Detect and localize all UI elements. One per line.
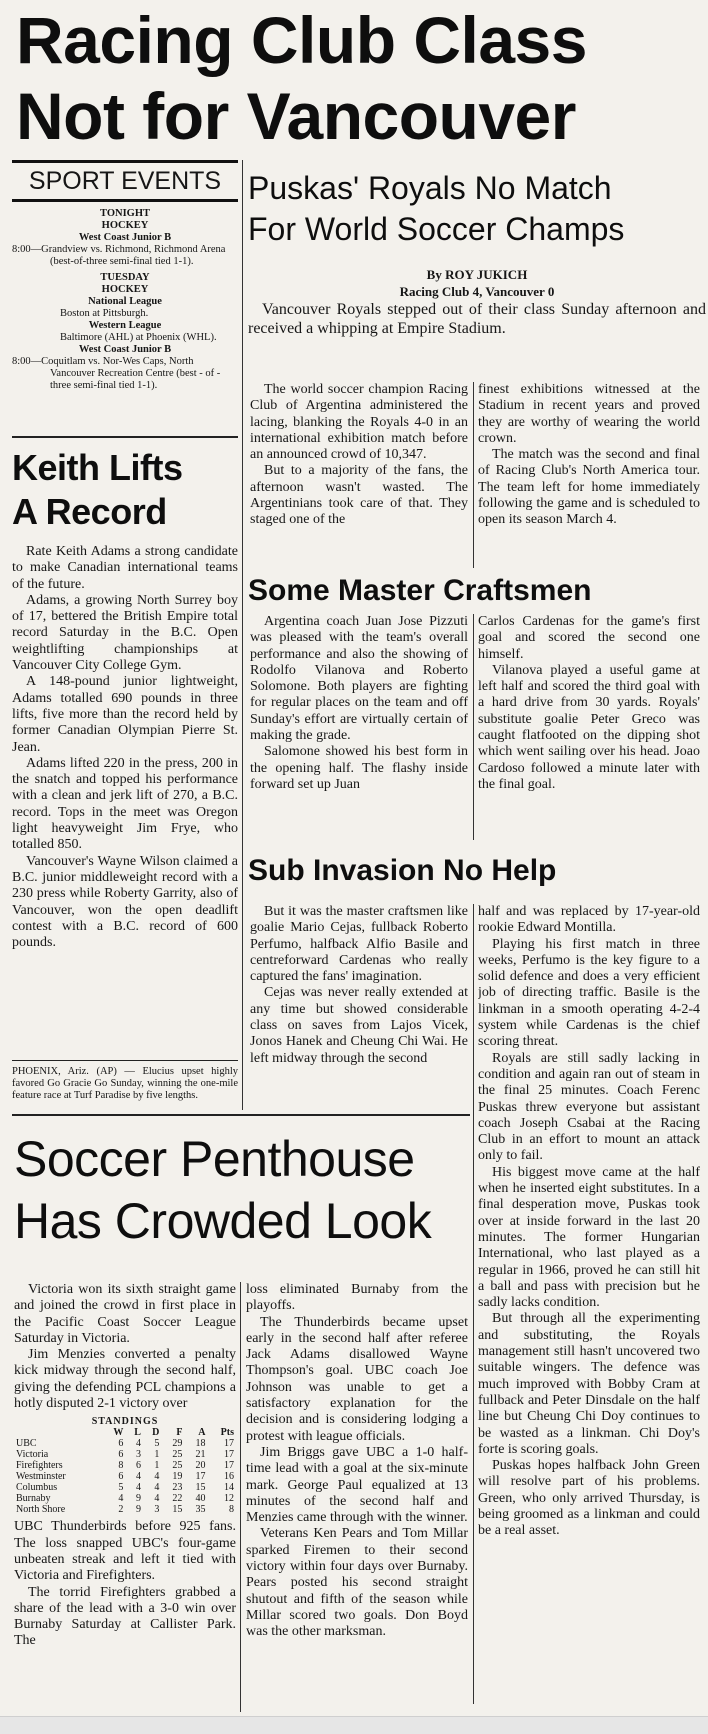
sub-invasion-paragraph: Puskas hopes halfback John Green will resolve part of his problems. Green, who only arrived Thursday, is being groomed as a linkman and could be a real asset.: [478, 1458, 700, 1539]
standings-cell: 6: [118, 1438, 124, 1450]
divider: [12, 1114, 470, 1116]
standings-row: [14, 1471, 236, 1482]
sport-events-box: [12, 160, 238, 392]
main-headline: [16, 2, 696, 154]
penthouse-col-a: [14, 1282, 236, 1714]
sport-events-list: [12, 208, 238, 392]
standings-team: Westminster: [16, 1471, 66, 1483]
column-rule: [473, 904, 474, 1704]
sub-invasion-paragraph: But through all the experimenting and substituting, the Royals management still hasn't uncovered two suitable wingers. The defence was much improved with Bobby Cram at fullback and Peter Dinsdale on the half line but Cheung Chi Doy continues to be wasted as a linkman. Chi Doy's forte is scoring goals.: [478, 1311, 700, 1457]
puskas-story: [248, 168, 706, 338]
puskas-paragraph: The match was the second and final of Racing Club's North America tour. The team left for home immediately following the game and is scheduled to open its season March 4.: [478, 447, 700, 528]
penthouse-headline-line1: Soccer Penthouse: [14, 1131, 415, 1187]
standings-row: [14, 1482, 236, 1493]
divider: [12, 1060, 238, 1061]
standings-header: D: [152, 1427, 160, 1439]
standings-cell: 4: [154, 1482, 160, 1494]
standings-cell: 17: [224, 1449, 234, 1461]
penthouse-headline: [14, 1128, 474, 1252]
puskas-paragraph: But to a majority of the fans, the afternoon wasn't wasted. The Argentinians took care of that. They staged one of the: [250, 463, 468, 528]
standings-cell: 14: [224, 1482, 234, 1494]
sub-invasion-paragraph: half and was replaced by 17-year-old rookie Edward Montilla.: [478, 904, 700, 936]
puskas-col-b: [478, 382, 700, 568]
viewer-bottom-bar: [0, 1716, 708, 1734]
standings-cell: 3: [154, 1504, 160, 1516]
puskas-deck-line1: Puskas' Royals No Match: [248, 170, 612, 206]
standings-cell: 40: [195, 1493, 206, 1505]
puskas-paragraph: finest exhibitions witnessed at the Stadium in recent years and proved they are worthy of wearing the world crown.: [478, 382, 700, 446]
standings-cell: 8: [229, 1504, 234, 1516]
standings-cell: 18: [195, 1438, 206, 1450]
craftsmen-paragraph: Vilanova played a useful game at left half and scored the third goal with a hard drive from 30 yards. Royals' substitute goalie Peter Greco was caught flatfooted on the dipping shot which went sailing over his head. Joao Cardoso followed a minute later with the final goal.: [478, 662, 700, 792]
standings-cell: 2: [118, 1504, 124, 1516]
standings-cell: 4: [135, 1482, 141, 1494]
standings-cell: 1: [154, 1460, 160, 1472]
standings-cell: 4: [154, 1471, 160, 1483]
craftsmen-headline: Some Master Craftsmen: [248, 574, 592, 607]
puskas-lead: [248, 301, 706, 338]
sub-invasion-headline: Sub Invasion No Help: [248, 854, 557, 887]
standings-body: [14, 1438, 236, 1515]
tuesday-sport: HOCKEY: [101, 284, 149, 295]
tuesday-league-nhl: National League: [88, 296, 162, 307]
standings-cell: 9: [135, 1493, 141, 1505]
standings-cell: 4: [135, 1471, 141, 1483]
sub-invasion-col-a: [250, 904, 468, 1112]
main-headline-line2: Not for Vancouver: [16, 79, 576, 153]
keith-paragraph: A 148-pound junior lightweight, Adams totalled 690 pounds in three lifts, five more than the record held by former Canadian Olympian Pierre St. Jean.: [12, 674, 238, 755]
penthouse-headline-line2: Has Crowded Look: [14, 1193, 432, 1249]
penthouse-paragraph: The torrid Firefighters grabbed a share of the lead with a 3-0 win over Burnaby Saturday at Callister Park. The: [14, 1584, 236, 1649]
penthouse-paragraph: Jim Briggs gave UBC a 1-0 half-time lead with a goal at the six-minute mark. George Paul equalized at 13 minutes of the second half and Menzies came through with the winner.: [246, 1444, 468, 1526]
tonight-entry: 8:00—Grandview vs. Richmond, Richmond Arena (best-of-three semi-final tied 1-1).: [12, 244, 226, 267]
byline: By ROY JUKICH: [426, 267, 528, 282]
tuesday-entry-nhl: Boston at Pittsburgh.: [60, 308, 149, 319]
tuesday-league-junior: West Coast Junior B: [78, 344, 172, 355]
tonight-label: TONIGHT: [100, 208, 150, 219]
sub-invasion-paragraph: Cejas was never really extended at any time but showed considerable class on saves from Lajos Vicek, Jonos Hanek and Cheung Chi Wai. He left midway through the second: [250, 985, 468, 1066]
standings-header: F: [176, 1427, 183, 1439]
standings-header: L: [134, 1427, 141, 1439]
standings-header: Pts: [220, 1427, 234, 1439]
standings-cell: 3: [135, 1449, 141, 1461]
column-rule: [473, 382, 474, 568]
standings-cell: 5: [154, 1438, 160, 1450]
main-headline-line1: Racing Club Class: [16, 3, 587, 77]
tuesday-league-whl: Western League: [88, 320, 162, 331]
standings-cell: 4: [118, 1493, 124, 1505]
sub-invasion-paragraph: Royals are still sadly lacking in condition and again ran out of steam in the final 25 minutes. Coach Ferenc Puskas threw everyone but assistant coach Joseph Csabai at the Racing Club in an effort to mount an attack only to fail.: [478, 1050, 700, 1164]
tuesday-entry-whl: Baltimore (AHL) at Phoenix (WHL).: [60, 332, 217, 343]
penthouse-paragraph: loss eliminated Burnaby from the playoffs.: [246, 1282, 468, 1314]
standings-cell: 17: [195, 1471, 206, 1483]
keith-paragraph: Adams lifted 220 in the press, 200 in the snatch and topped his performance with a clean and jerk lift of 270, a B.C. record. Tops in the meet was Oregon light heavyweight Jim Frye, who totalled 850.: [12, 755, 238, 853]
standings-team: Victoria: [16, 1449, 49, 1461]
penthouse-col-a-bottom: [14, 1519, 236, 1649]
standings-table: [14, 1427, 236, 1515]
column-rule: [240, 1282, 241, 1712]
standings-header: W: [113, 1427, 124, 1439]
penthouse-paragraph: Victoria won its sixth straight game and joined the crowd in first place in the Pacific Coast Soccer League Saturday in Victoria.: [14, 1282, 236, 1346]
standings-row: [14, 1449, 236, 1460]
keith-headline-line1: Keith Lifts: [12, 447, 183, 488]
standings-cell: 22: [172, 1493, 183, 1505]
standings-cell: 15: [195, 1482, 206, 1494]
penthouse-paragraph: The Thunderbirds became upset early in the second half after referee Jack Adams disallowed Wayne Thompson's goal. UBC coach Joe Johnson was unable to get a satisfactory explanation for the decision and is considering lodging a protest with league officials.: [246, 1314, 468, 1444]
standings-cell: 1: [154, 1449, 160, 1461]
penthouse-paragraph: Veterans Ken Pears and Tom Millar sparked Firemen to their second victory within four days over Burnaby. Pears posted his second straight shutout and fifth of the season while Millar scored two goals. Don Boyd was the other marksman.: [246, 1526, 468, 1640]
standings-cell: 12: [224, 1493, 234, 1505]
standings-header: A: [198, 1427, 206, 1439]
sport-events-title: SPORT EVENTS: [12, 160, 238, 202]
sub-invasion-paragraph: Playing his first match in three weeks, Perfumo is the key figure to a solid defence and does a very efficient job of directing traffic. Basile is the linkman in a smooth operating 4-2-4 system while Cardenas is the chief scoring threat.: [478, 936, 700, 1050]
standings-box: [14, 1416, 236, 1515]
standings-row: [14, 1493, 236, 1504]
standings-team: Columbus: [16, 1482, 58, 1494]
standings-row: [14, 1438, 236, 1449]
standings-cell: 15: [172, 1504, 183, 1516]
sub-invasion-headline-box: [248, 852, 706, 890]
sub-invasion-paragraph: His biggest move came at the half when he inserted eight substitutes. In a final desperation move, Puskas took over at inside forward in the last 20 minutes. The former Hungarian International, who last played as a regular in 1966, proved he can still hit a ball and pass with precision but he sadly lacks condition.: [478, 1164, 700, 1311]
standings-cell: 9: [135, 1504, 141, 1516]
standings-cell: 4: [154, 1493, 160, 1505]
standings-cell: 16: [224, 1471, 234, 1483]
craftsmen-col-a: [250, 614, 468, 840]
sub-invasion-paragraph: But it was the master craftsmen like goalie Mario Cejas, fullback Roberto Perfumo, halfback Alfio Basile and centreforward Cardenas who really captured the fans' imagination.: [250, 904, 468, 985]
keith-body: [12, 544, 238, 1053]
standings-row: [14, 1460, 236, 1471]
standings-cell: 6: [118, 1471, 124, 1483]
standings-cell: 17: [224, 1438, 234, 1450]
standings-cell: 4: [135, 1438, 141, 1450]
keith-story: [12, 446, 238, 1053]
standings-header-row: [14, 1427, 236, 1438]
standings-cell: 8: [118, 1460, 124, 1472]
standings-team: North Shore: [16, 1504, 66, 1516]
craftsmen-paragraph: Salomone showed his best form in the opening half. The flashy inside forward set up Juan: [250, 744, 468, 792]
puskas-col-a: [250, 382, 468, 568]
standings-team: Firefighters: [16, 1460, 63, 1472]
puskas-paragraph: The world soccer champion Racing Club of Argentina administered the lacing, blanking the Royals 4-0 in an international exhibition match before an announced crowd of 10,347.: [250, 382, 468, 463]
standings-cell: 19: [172, 1471, 183, 1483]
standings-cell: 29: [172, 1438, 183, 1450]
standings-cell: 35: [195, 1504, 206, 1516]
penthouse-col-a-top: [14, 1282, 236, 1412]
phoenix-brief: PHOENIX, Ariz. (AP) — Elucius upset highly favored Go Gracie Go Sunday, winning the one-mile feature race at Turf Paradise by five lengths.: [12, 1066, 238, 1101]
standings-title: STANDINGS: [91, 1416, 159, 1428]
score-line: Racing Club 4, Vancouver 0: [399, 284, 555, 299]
divider: [12, 436, 238, 438]
standings-team: UBC: [16, 1438, 37, 1450]
tuesday-label: TUESDAY: [100, 272, 150, 283]
craftsmen-col-b: [478, 614, 700, 840]
keith-paragraph: Vancouver's Wayne Wilson claimed a B.C. junior middleweight record with a 230 press while Roberty Garrity, also of Vancouver, won the open deadlift contest with a B.C. record of 600 pounds.: [12, 853, 238, 951]
standings-cell: 25: [172, 1460, 183, 1472]
craftsmen-paragraph: Argentina coach Juan Jose Pizzuti was pleased with the team's overall performance and also the showing of Rodolfo Vilanova and Roberto Solomone. Both players are fighting for regular places on the team and off Sunday's effort are virtually certain of making the grade.: [250, 614, 468, 744]
column-rule: [242, 160, 243, 1110]
standings-cell: 17: [224, 1460, 234, 1472]
puskas-lead-paragraph: Vancouver Royals stepped out of their class Sunday afternoon and received a whipping at Empire Stadium.: [248, 301, 706, 337]
tonight-sport: HOCKEY: [101, 220, 149, 231]
puskas-deck-line2: For World Soccer Champs: [248, 211, 625, 247]
sub-invasion-col-b: [478, 904, 700, 1704]
standings-cell: 21: [195, 1449, 206, 1461]
craftsmen-paragraph: Carlos Cardenas for the game's first goal and scored the second one himself.: [478, 614, 700, 662]
tuesday-entry-junior: 8:00—Coquitlam vs. Nor-Wes Caps, North Vancouver Recreation Centre (best - of - three semi-final tied 1-1).: [12, 356, 221, 391]
penthouse-paragraph: Jim Menzies converted a penalty kick midway through the second half, giving the defending PCL champions a hotly disputed 2-1 victory over: [14, 1347, 236, 1412]
column-rule: [473, 614, 474, 840]
standings-header: [14, 1427, 102, 1438]
keith-paragraph: Adams, a growing North Surrey boy of 17, bettered the British Empire total record Saturday in the B.C. Open weightlifting championships at Vancouver City College Gym.: [12, 592, 238, 674]
standings-row: [14, 1504, 236, 1515]
standings-cell: 6: [135, 1460, 141, 1472]
standings-cell: 20: [195, 1460, 206, 1472]
standings-team: Burnaby: [16, 1493, 51, 1505]
craftsmen-headline-box: [248, 572, 592, 610]
keith-headline-line2: A Record: [12, 491, 167, 532]
standings-cell: 6: [118, 1449, 124, 1461]
penthouse-col-b: [246, 1282, 468, 1714]
standings-cell: 5: [118, 1482, 124, 1494]
keith-paragraph: Rate Keith Adams a strong candidate to make Canadian international teams of the future.: [12, 544, 238, 592]
tonight-league: West Coast Junior B: [78, 232, 172, 243]
penthouse-paragraph: UBC Thunderbirds before 925 fans. The loss snapped UBC's four-game unbeaten streak and left it tied with Victoria and Firefighters.: [14, 1519, 236, 1584]
standings-cell: 23: [172, 1482, 183, 1494]
standings-cell: 25: [172, 1449, 183, 1461]
